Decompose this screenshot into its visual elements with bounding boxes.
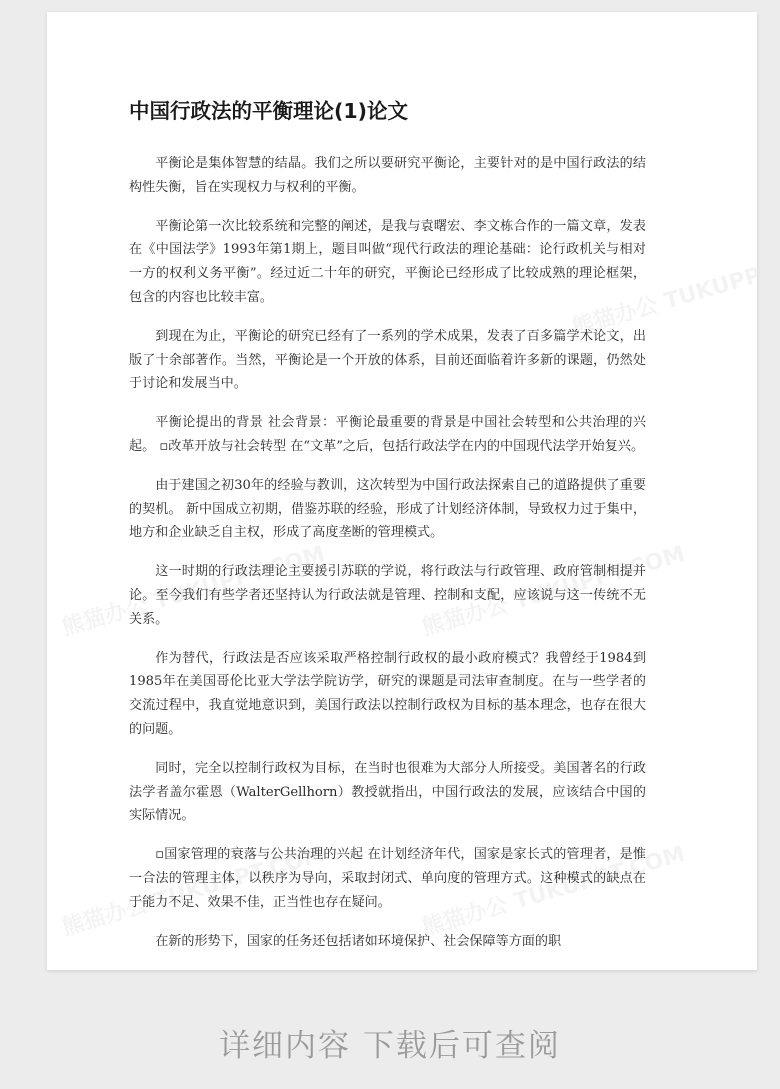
document-body: [129, 152, 646, 968]
paragraph: 作为替代，行政法是否应该采取严格控制行政权的最小政府模式？我曾经于1984到1985年在美国哥伦比亚大学法学院访学，研究的课题是司法审查制度。在与一些学者的交流过程中，我直觉地意识到，美国行政法以控制行政权为目标的基本理念，也存在很大的问题。: [129, 650, 646, 737]
download-hint: 详细内容 下载后可查阅: [219, 1028, 561, 1064]
paragraph: 这一时期的行政法理论主要援引苏联的学说，将行政法与行政管理、政府管制相提并论。至今我们有些学者还坚持认为行政法就是管理、控制和支配，应该说与这一传统不无关系。: [129, 564, 646, 627]
paragraph: 平衡论第一次比较系统和完整的阐述，是我与袁曙宏、李文栋合作的一篇文章，发表在《中国法学》1993年第1期上，题目叫做“现代行政法的理论基础：论行政机关与相对一方的权利义务平衡”。经过近二十年的研究，平衡论已经形成了比较成熟的理论框架，包含的内容也比较丰富。: [129, 218, 646, 305]
paragraph: 到现在为止，平衡论的研究已经有了一系列的学术成果，发表了百多篇学术论文，出版了十余部著作。当然，平衡论是一个开放的体系，目前还面临着许多新的课题，仍然处于讨论和发展当中。: [129, 328, 646, 392]
paragraph: 在新的形势下，国家的任务还包括诸如环境保护、社会保障等方面的职: [155, 933, 562, 949]
document-title: 中国行政法的平衡理论(1)论文: [129, 99, 409, 123]
paragraph: 平衡论是集体智慧的结晶。我们之所以要研究平衡论，主要针对的是中国行政法的结构性失衡，旨在实现权力与权利的平衡。: [129, 156, 646, 195]
paragraph: 同时，完全以控制行政权为目标，在当时也很难为大部分人所接受。美国著名的行政法学者盖尔霍恩（WalterGellhorn）教授就指出，中国行政法的发展，应该结合中国的实际情况。: [129, 760, 646, 824]
paragraph: 由于建国之初30年的经验与教训，这次转型为中国行政法探索自己的道路提供了重要的契机。 新中国成立初期，借鉴苏联的经验，形成了计划经济体制，导致权力过于集中，地方和企业缺乏自主权，形成了高度垄断的管理模式。: [129, 477, 646, 541]
document-page: [47, 12, 757, 970]
paragraph: 平衡论提出的背景 社会背景：平衡论最重要的背景是中国社会转型和公共治理的兴起。 ▫改革开放与社会转型 在“文革”之后，包括行政法学在内的中国现代法学开始复兴。: [129, 415, 646, 454]
paragraph: ▫国家管理的衰落与公共治理的兴起 在计划经济年代，国家是家长式的管理者，是惟一合法的管理主体，以秩序为导向，采取封闭式、单向度的管理方式。这种模式的缺点在于能力不足、效果不佳，正当性也存在疑问。: [129, 847, 646, 910]
